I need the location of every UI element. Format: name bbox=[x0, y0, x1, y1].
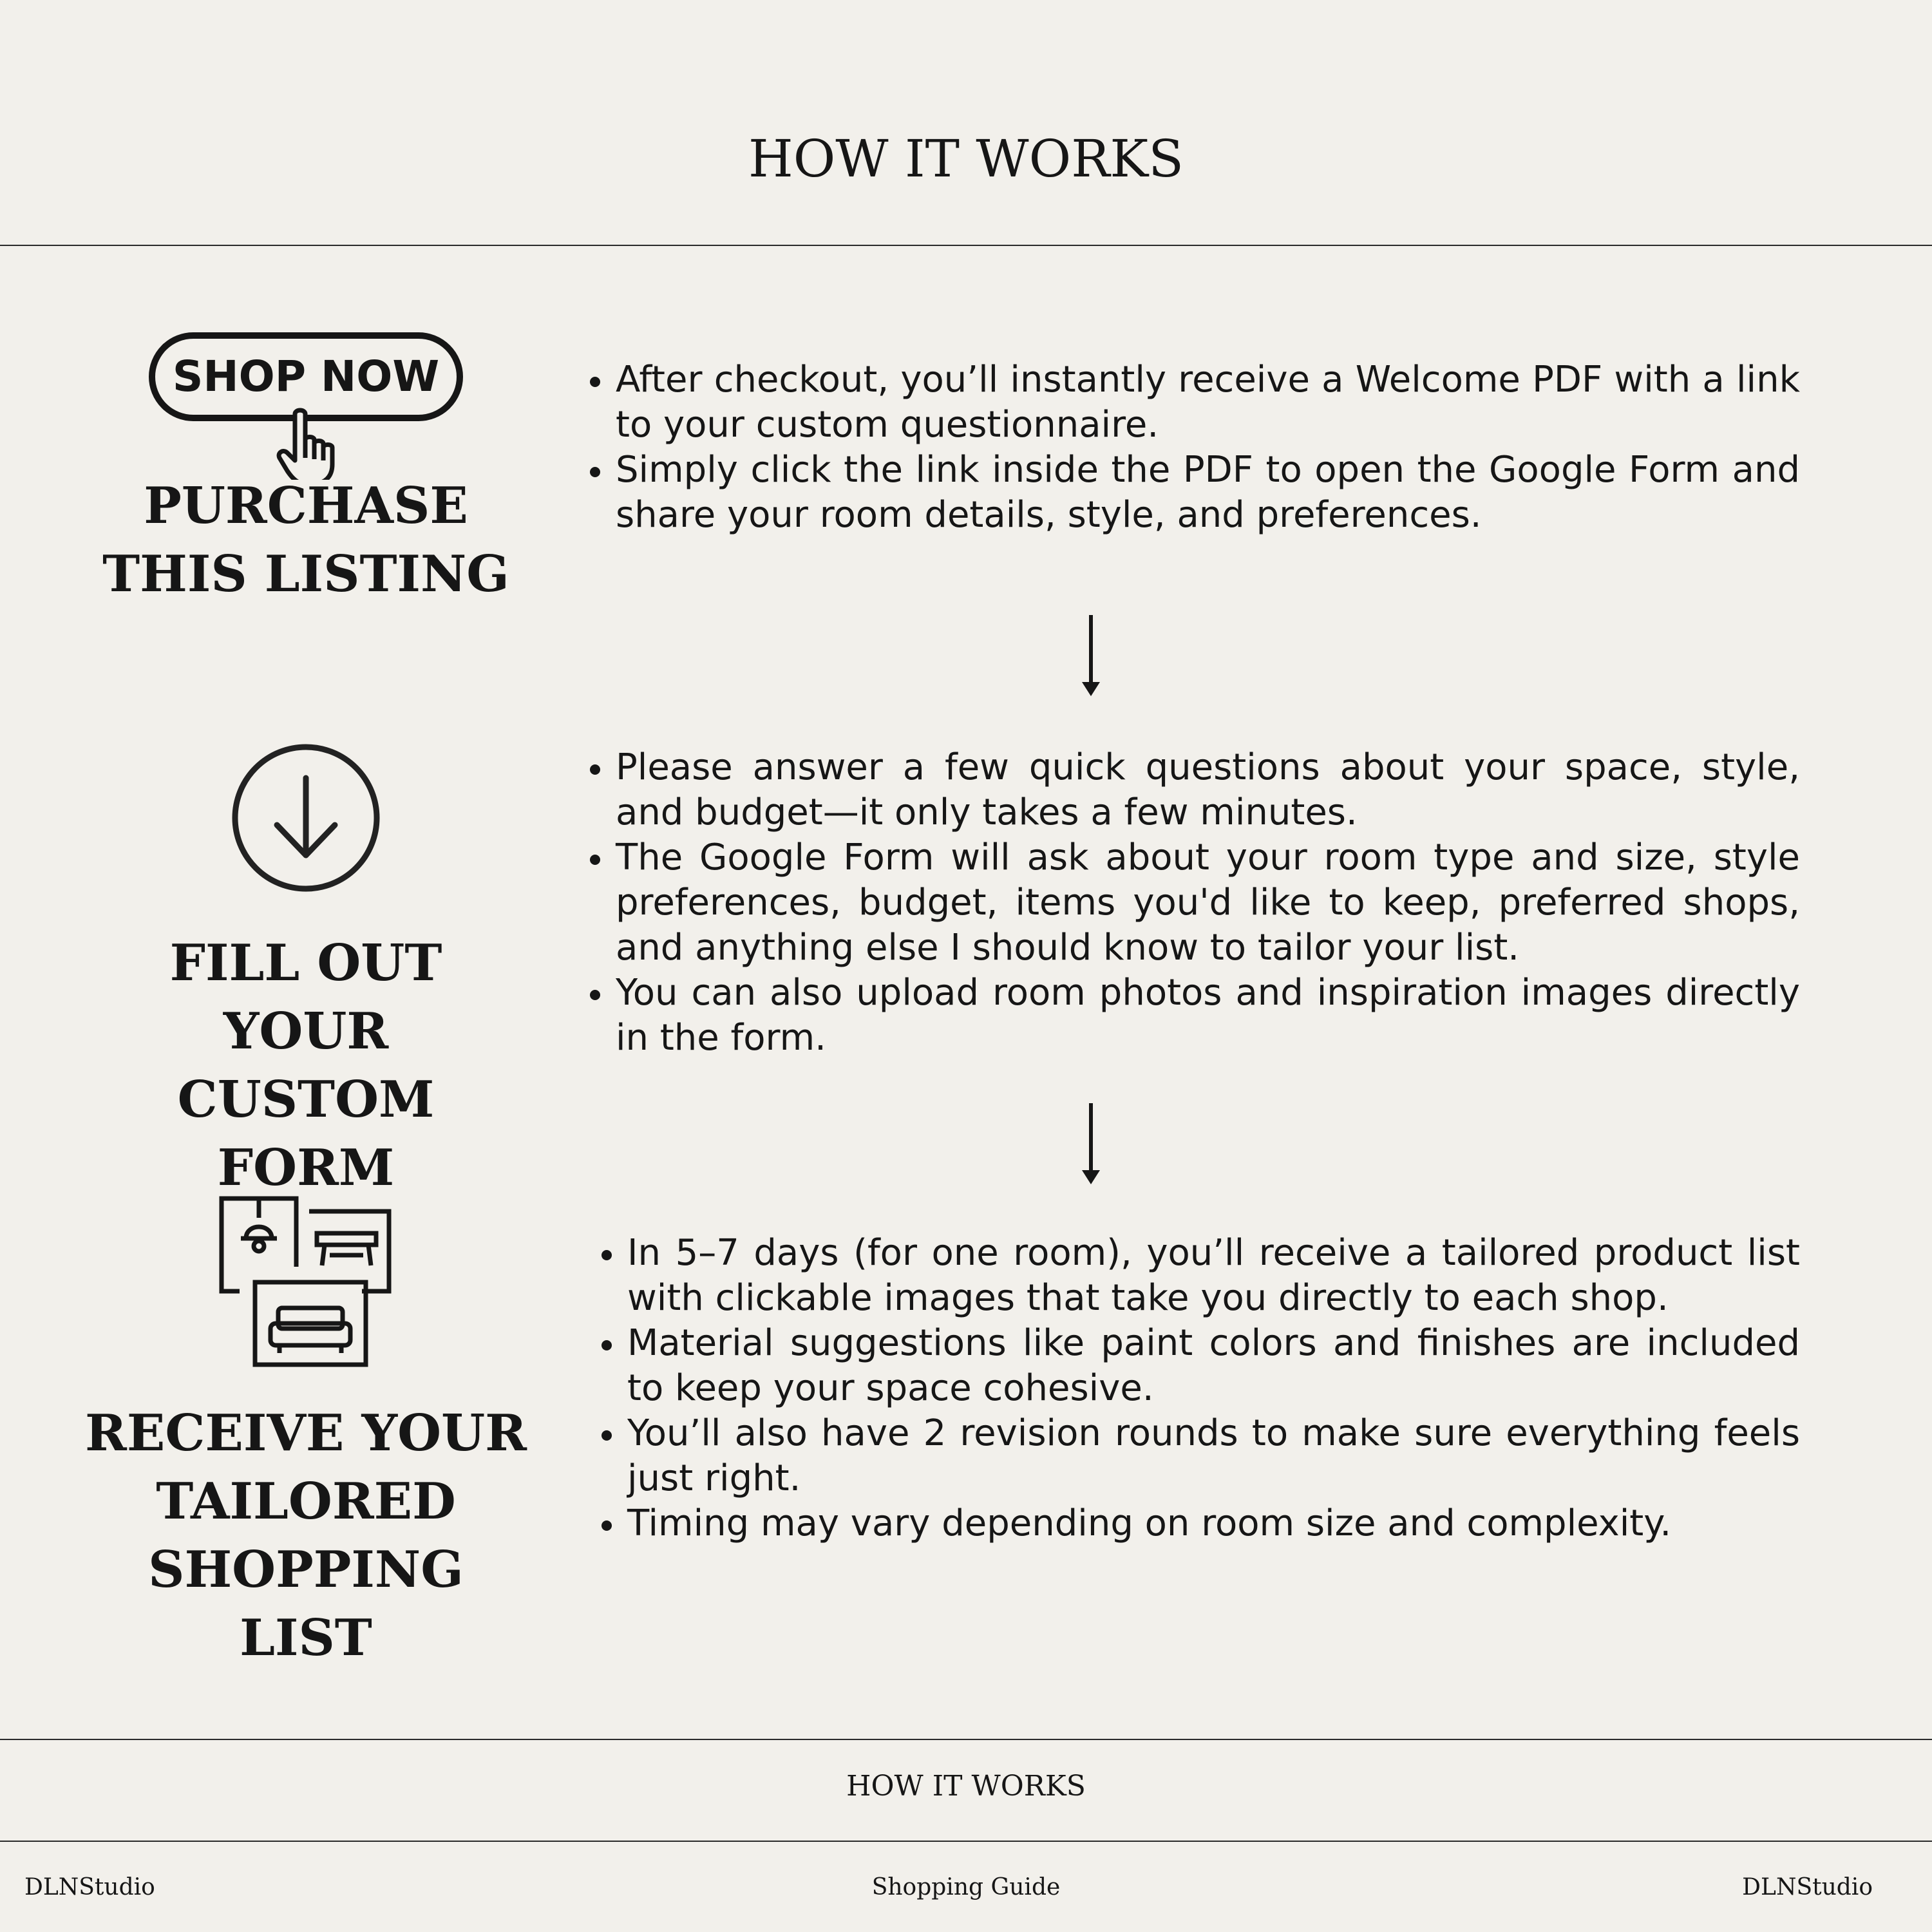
footer-bottom-divider bbox=[0, 1841, 1932, 1842]
step-2-bullet-list bbox=[586, 745, 1800, 1061]
step-3-title-line-1: RECEIVE YOUR bbox=[85, 1404, 527, 1463]
step-1-title-line-2: THIS LISTING bbox=[102, 545, 509, 603]
page-title: HOW IT WORKS bbox=[748, 129, 1184, 189]
step-3-title-line-2: TAILORED bbox=[156, 1472, 456, 1531]
step-3-bullet-4: Timing may vary depending on room size and complexity. bbox=[598, 1501, 1800, 1546]
step-1-title bbox=[80, 472, 531, 609]
circle-down-arrow-icon bbox=[231, 743, 381, 893]
header-divider bbox=[0, 245, 1932, 246]
step-3-bullet-list bbox=[598, 1231, 1800, 1546]
step-1-title-line-1: PURCHASE bbox=[144, 477, 468, 535]
footer-top-divider bbox=[0, 1739, 1932, 1740]
step-3-title-line-3: SHOPPING LIST bbox=[148, 1540, 464, 1667]
step-3-title bbox=[80, 1399, 531, 1672]
step-2-bullet-3: You can also upload room photos and inspiration images directly in the form. bbox=[586, 971, 1800, 1061]
shop-now-button-icon bbox=[148, 332, 464, 480]
furniture-frames-icon bbox=[219, 1195, 393, 1368]
shop-now-label: SHOP NOW bbox=[172, 352, 440, 401]
step-3-bullet-1: In 5–7 days (for one room), you’ll receive a tailored product list with clickable images that take you directly to each shop. bbox=[598, 1231, 1800, 1321]
footer-center-label: Shopping Guide bbox=[871, 1874, 1061, 1900]
step-2-title-line-1: FILL OUT YOUR bbox=[169, 934, 442, 1061]
step-3-bullet-2: Material suggestions like paint colors and finishes are included to keep your space cohesive. bbox=[598, 1321, 1800, 1411]
step-2-title-line-2: CUSTOM FORM bbox=[177, 1070, 435, 1197]
step-2-title bbox=[80, 929, 531, 1202]
down-arrow-icon bbox=[1078, 615, 1104, 699]
step-1-bullet-2: Simply click the link inside the PDF to open the Google Form and share your room details, style, and preferences. bbox=[586, 448, 1800, 538]
footer-title: HOW IT WORKS bbox=[846, 1770, 1086, 1803]
step-1-bullet-1: After checkout, you’ll instantly receive a Welcome PDF with a link to your custom questionnaire. bbox=[586, 357, 1800, 448]
footer-brand-right: DLNStudio bbox=[1742, 1874, 1873, 1900]
footer-brand-left: DLNStudio bbox=[24, 1874, 155, 1900]
down-arrow-icon bbox=[1078, 1103, 1104, 1187]
step-1-bullet-list bbox=[586, 357, 1800, 538]
step-2-bullet-1: Please answer a few quick questions about your space, style, and budget—it only takes a few minutes. bbox=[586, 745, 1800, 835]
step-3-bullet-3: You’ll also have 2 revision rounds to make sure everything feels just right. bbox=[598, 1411, 1800, 1501]
step-2-bullet-2: The Google Form will ask about your room type and size, style preferences, budget, items you'd like to keep, preferred shops, and anything else I should know to tailor your list. bbox=[586, 835, 1800, 971]
